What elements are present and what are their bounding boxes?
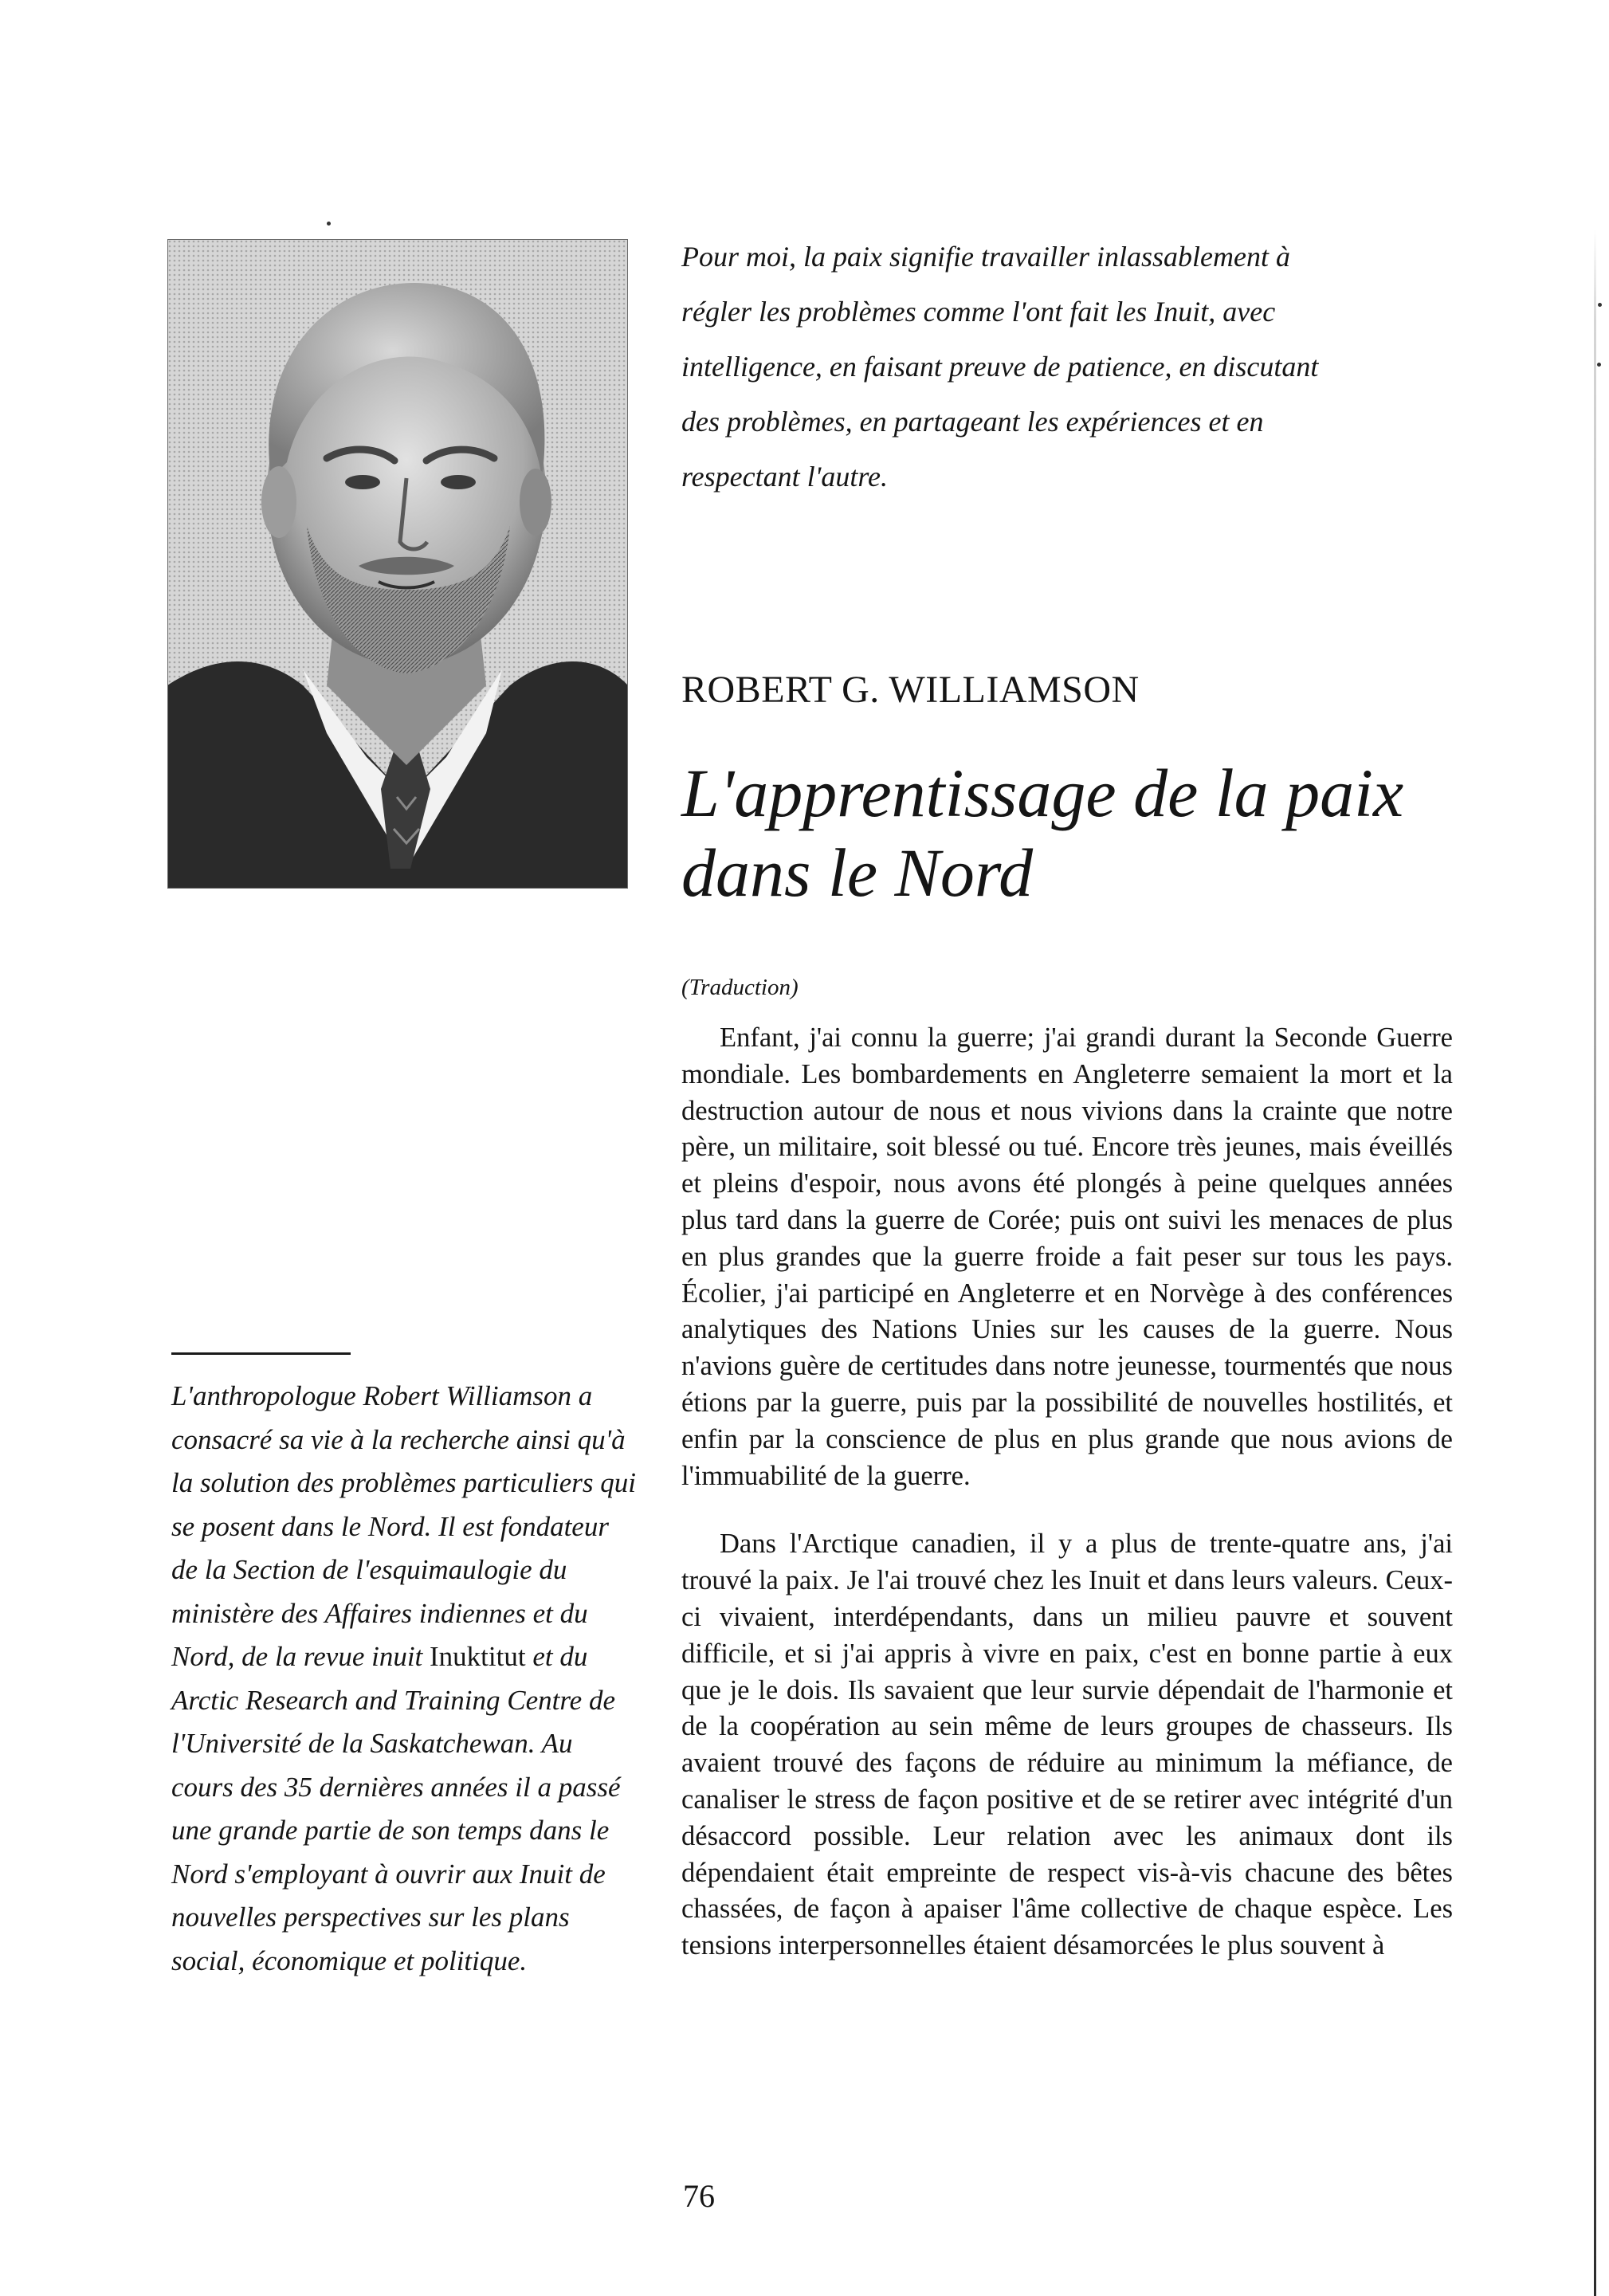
epigraph-quote [681, 230, 1383, 504]
scan-edge-line [1594, 0, 1596, 2296]
article-title [681, 753, 1478, 913]
author-bio [171, 1375, 642, 1983]
title-line: L'apprentissage de la paix [681, 755, 1404, 831]
title-line: dans le Nord [681, 834, 1034, 911]
translation-note: (Traduction) [681, 975, 799, 1000]
bio-divider [171, 1352, 351, 1355]
body-paragraph: Enfant, j'ai connu la guerre; j'ai grandi durant la Seconde Guerre mondiale. Les bombardements en Angleterre semaient la mort et la destruction autour de nous et nous vivions dans la crainte que notre père, un militaire, soit blessé ou tué. Encore très jeunes, mais éveillés et pleins d'espoir, nous avons été plongés à peine quelques années plus tard dans la guerre de Corée; puis ont suivi les menaces de plus en plus grandes que la guerre froide a fait peser sur tous les pays. Écolier, j'ai participé en Angleterre et en Norvège à des conférences analytiques des Nations Unies sur les causes de la guerre. Nous n'avions guère de certitudes dans notre jeunesse, tourmentés que nous étions par la guerre, puis par la possibilité de nouvelles hostilités, et enfin par la conscience de plus en plus grande que nous avions de l'immuabilité de la guerre. [681, 1022, 1453, 1491]
author-portrait [167, 239, 628, 889]
author-name: ROBERT G. WILLIAMSON [681, 669, 1140, 711]
epigraph-line: régler les problèmes comme l'ont fait les Inuit, avec [681, 296, 1276, 328]
epigraph-line: intelligence, en faisant preuve de patience, en discutant [681, 351, 1319, 383]
bio-text: L'anthropologue Robert Williamson a consacré sa vie à la recherche ainsi qu'à la solution des problèmes particuliers qui se posent dans le Nord. Il est fondateur de la Section de l'esquimaulogie du ministère des Affaires indiennes et du Nord, de la revue inuit [171, 1380, 636, 1672]
scan-speck [1598, 303, 1602, 307]
bio-publication-name: Inuktitut [430, 1641, 526, 1672]
body-paragraph: Dans l'Arctique canadien, il y a plus de trente-quatre ans, j'ai trouvé la paix. Je l'ai trouvé chez les Inuit et dans leurs valeurs. Ceux-ci vivaient, interdépendants, dans un milieu pauvre et souvent difficile, et si j'ai appris à vivre en paix, c'est en bonne partie à eux que je le dois. Ils savaient que leur survie dépendait de l'harmonie et de la coopération au sein même de leurs groupes de chasseurs. Ils avaient trouvé des façons de réduire au minimum la méfiance, de canaliser le stress de façon positive et de se retirer avec intégrité d'un désaccord possible. Leur relation avec les animaux dont ils dépendaient était empreinte de respect vis-à-vis chacune des bêtes chassées, de façon à apaiser l'âme collective de chaque espèce. Les tensions interpersonnelles étaient désamorcées le plus souvent à [681, 1529, 1453, 1961]
page-number: 76 [683, 2178, 715, 2214]
scan-speck [1597, 363, 1601, 367]
article-body [681, 1020, 1453, 1996]
epigraph-line: des problèmes, en partageant les expériences et en [681, 406, 1264, 438]
bio-text: et du Arctic Research and Training Centre de l'Université de la Saskatchewan. Au cours des 35 dernières années il a passé une grande partie de son temps dans le Nord s'employant à ouvrir aux Inuit de nouvelles perspectives sur les plans social, économique et politique. [171, 1641, 621, 1976]
epigraph-line: respectant l'autre. [681, 461, 888, 493]
portrait-photo-icon [167, 239, 628, 889]
epigraph-line: Pour moi, la paix signifie travailler inlassablement à [681, 241, 1290, 273]
scan-speck [327, 222, 331, 226]
